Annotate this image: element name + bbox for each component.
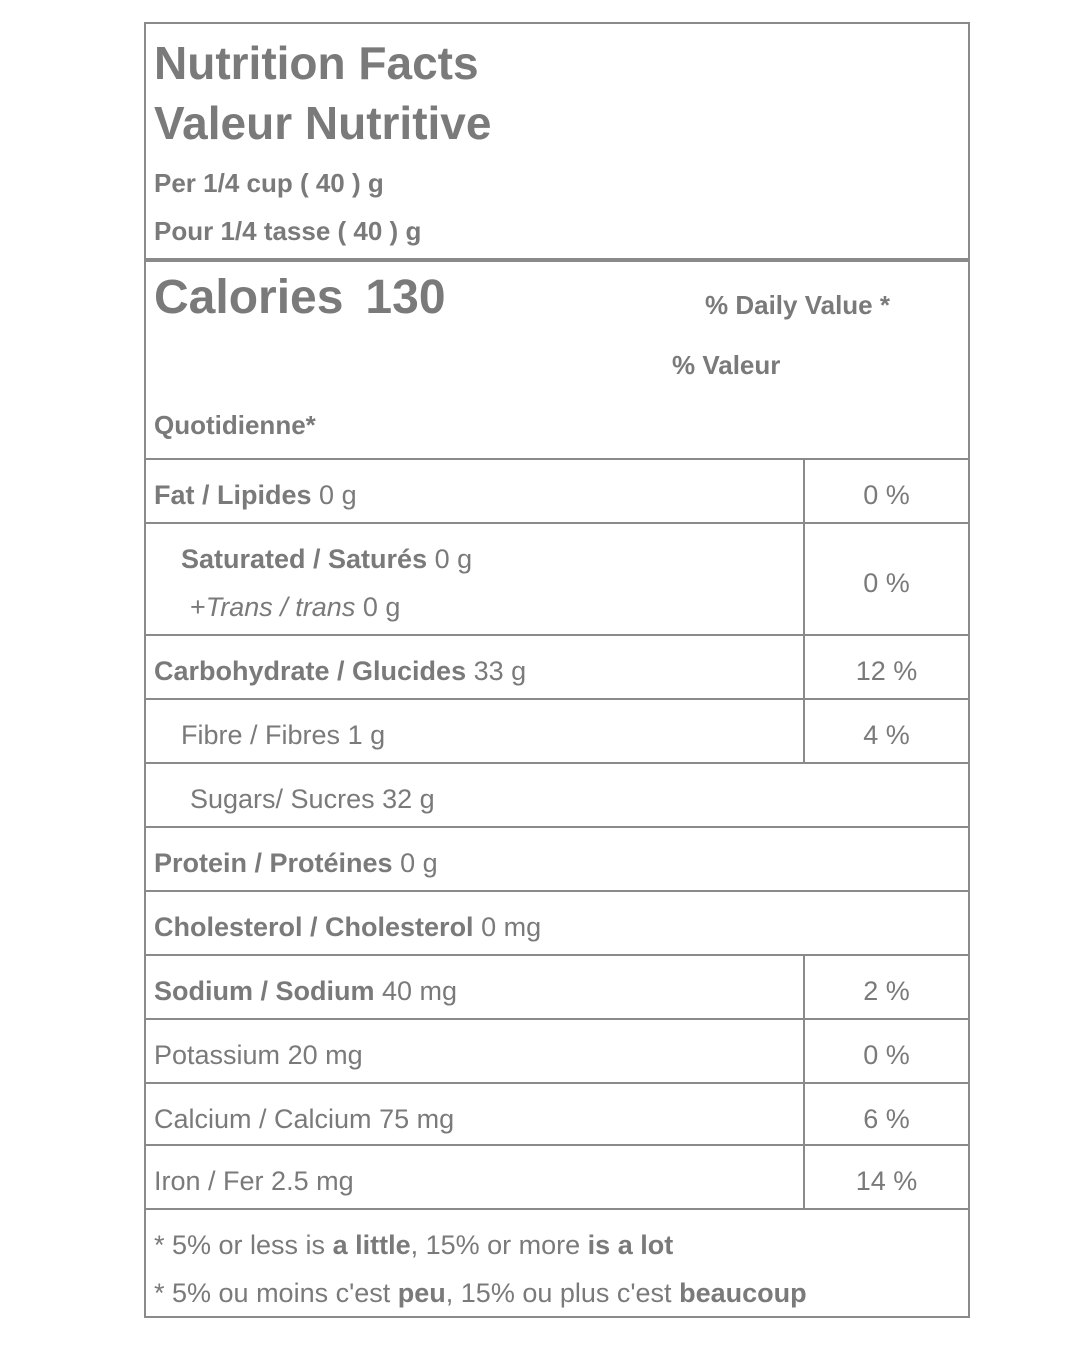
calories-line [154, 270, 446, 325]
nutrient-label: Iron / Fer [154, 1166, 264, 1196]
daily-value-cell [803, 1020, 968, 1082]
nutrient-row-carbohydrate [146, 634, 968, 698]
title-english: Nutrition Facts [154, 37, 479, 89]
serving-size-french: Pour 1/4 tasse ( 40 ) g [154, 216, 422, 246]
daily-value: 12 % [855, 656, 918, 686]
nutrient-row-cholesterol [146, 890, 968, 954]
daily-value-heading-fr-2: Quotidienne* [154, 410, 316, 440]
daily-value: 0 % [863, 1040, 910, 1070]
nutrient-label: Trans / trans [205, 592, 356, 622]
nutrient-amount: 32 g [382, 784, 435, 814]
daily-value-cell [803, 636, 968, 698]
nutrient-name [190, 784, 435, 815]
nutrient-amount: 40 mg [382, 976, 458, 1006]
daily-value: 4 % [863, 720, 910, 750]
nutrient-name [154, 1166, 354, 1197]
nutrient-label: Potassium [154, 1040, 281, 1070]
nutrient-label: Protein / Protéines [154, 848, 393, 878]
nutrient-amount: 0 g [434, 544, 473, 574]
daily-value: 14 % [855, 1166, 918, 1196]
nutrient-row-iron [146, 1144, 968, 1208]
nutrient-row-saturated-trans [146, 522, 968, 634]
nutrient-name-trans: +Trans / trans 0 g [190, 592, 401, 622]
nutrient-row-sugars [146, 762, 968, 826]
footnote-english: * 5% or less is a little, 15% or more is a lot [154, 1230, 674, 1260]
nutrient-name-saturated [181, 544, 472, 575]
daily-value: 0 % [863, 568, 910, 598]
nutrient-amount: 1 g [347, 720, 386, 750]
daily-value-cell [803, 460, 968, 522]
nutrient-amount: 33 g [473, 656, 527, 686]
nutrient-label: Cholesterol / Cholesterol [154, 912, 474, 942]
daily-value-heading-fr-1: % Valeur [672, 350, 781, 380]
title-french: Valeur Nutritive [154, 97, 492, 149]
daily-value-heading: % Daily Value * [705, 290, 890, 320]
nutrient-amount: 0 g [362, 592, 401, 622]
footnote [146, 1208, 968, 1316]
nutrient-row-calcium [146, 1082, 968, 1146]
nutrient-amount: 0 mg [481, 912, 542, 942]
daily-value: 6 % [863, 1104, 910, 1134]
nutrient-row-fibre [146, 698, 968, 762]
serving-size-english: Per 1/4 cup ( 40 ) g [154, 168, 384, 198]
daily-value-cell [803, 1084, 968, 1146]
label-header [146, 24, 968, 260]
nutrient-label: Sugars/ Sucres [190, 784, 375, 814]
nutrient-amount: 0 g [400, 848, 438, 878]
nutrient-amount: 20 mg [287, 1040, 363, 1070]
nutrient-row-fat [146, 458, 968, 522]
nutrient-name [154, 1040, 363, 1071]
nutrient-name [154, 848, 438, 879]
calories-section [146, 262, 968, 460]
nutrient-row-protein [146, 826, 968, 890]
nutrition-facts-label [144, 22, 970, 1318]
calories-label: Calories [154, 271, 344, 324]
nutrient-name [154, 480, 357, 511]
nutrient-label: Saturated / Saturés [181, 544, 428, 574]
nutrient-amount: 75 mg [379, 1104, 455, 1134]
nutrient-label: Calcium / Calcium [154, 1104, 372, 1134]
nutrient-row-sodium [146, 954, 968, 1018]
calories-value: 130 [365, 271, 446, 324]
daily-value: 0 % [863, 480, 910, 510]
nutrient-name [154, 1104, 454, 1135]
nutrient-label: Fibre / Fibres [181, 720, 341, 750]
nutrient-amount: 0 g [319, 480, 357, 510]
nutrient-label: Sodium / Sodium [154, 976, 375, 1006]
daily-value-cell [803, 524, 968, 634]
nutrient-name [154, 656, 526, 687]
daily-value-cell [803, 700, 968, 762]
nutrient-row-potassium [146, 1018, 968, 1082]
footnote-french: * 5% ou moins c'est peu, 15% ou plus c'est beaucoup [154, 1278, 807, 1308]
nutrient-name [154, 912, 541, 943]
nutrient-label: Carbohydrate / Glucides [154, 656, 467, 686]
daily-value: 2 % [863, 976, 910, 1006]
nutrient-name [181, 720, 385, 751]
daily-value-cell [803, 956, 968, 1018]
nutrient-label: Fat / Lipides [154, 480, 312, 510]
nutrient-amount: 2.5 mg [271, 1166, 354, 1196]
nutrient-name [154, 976, 457, 1007]
daily-value-cell [803, 1146, 968, 1208]
